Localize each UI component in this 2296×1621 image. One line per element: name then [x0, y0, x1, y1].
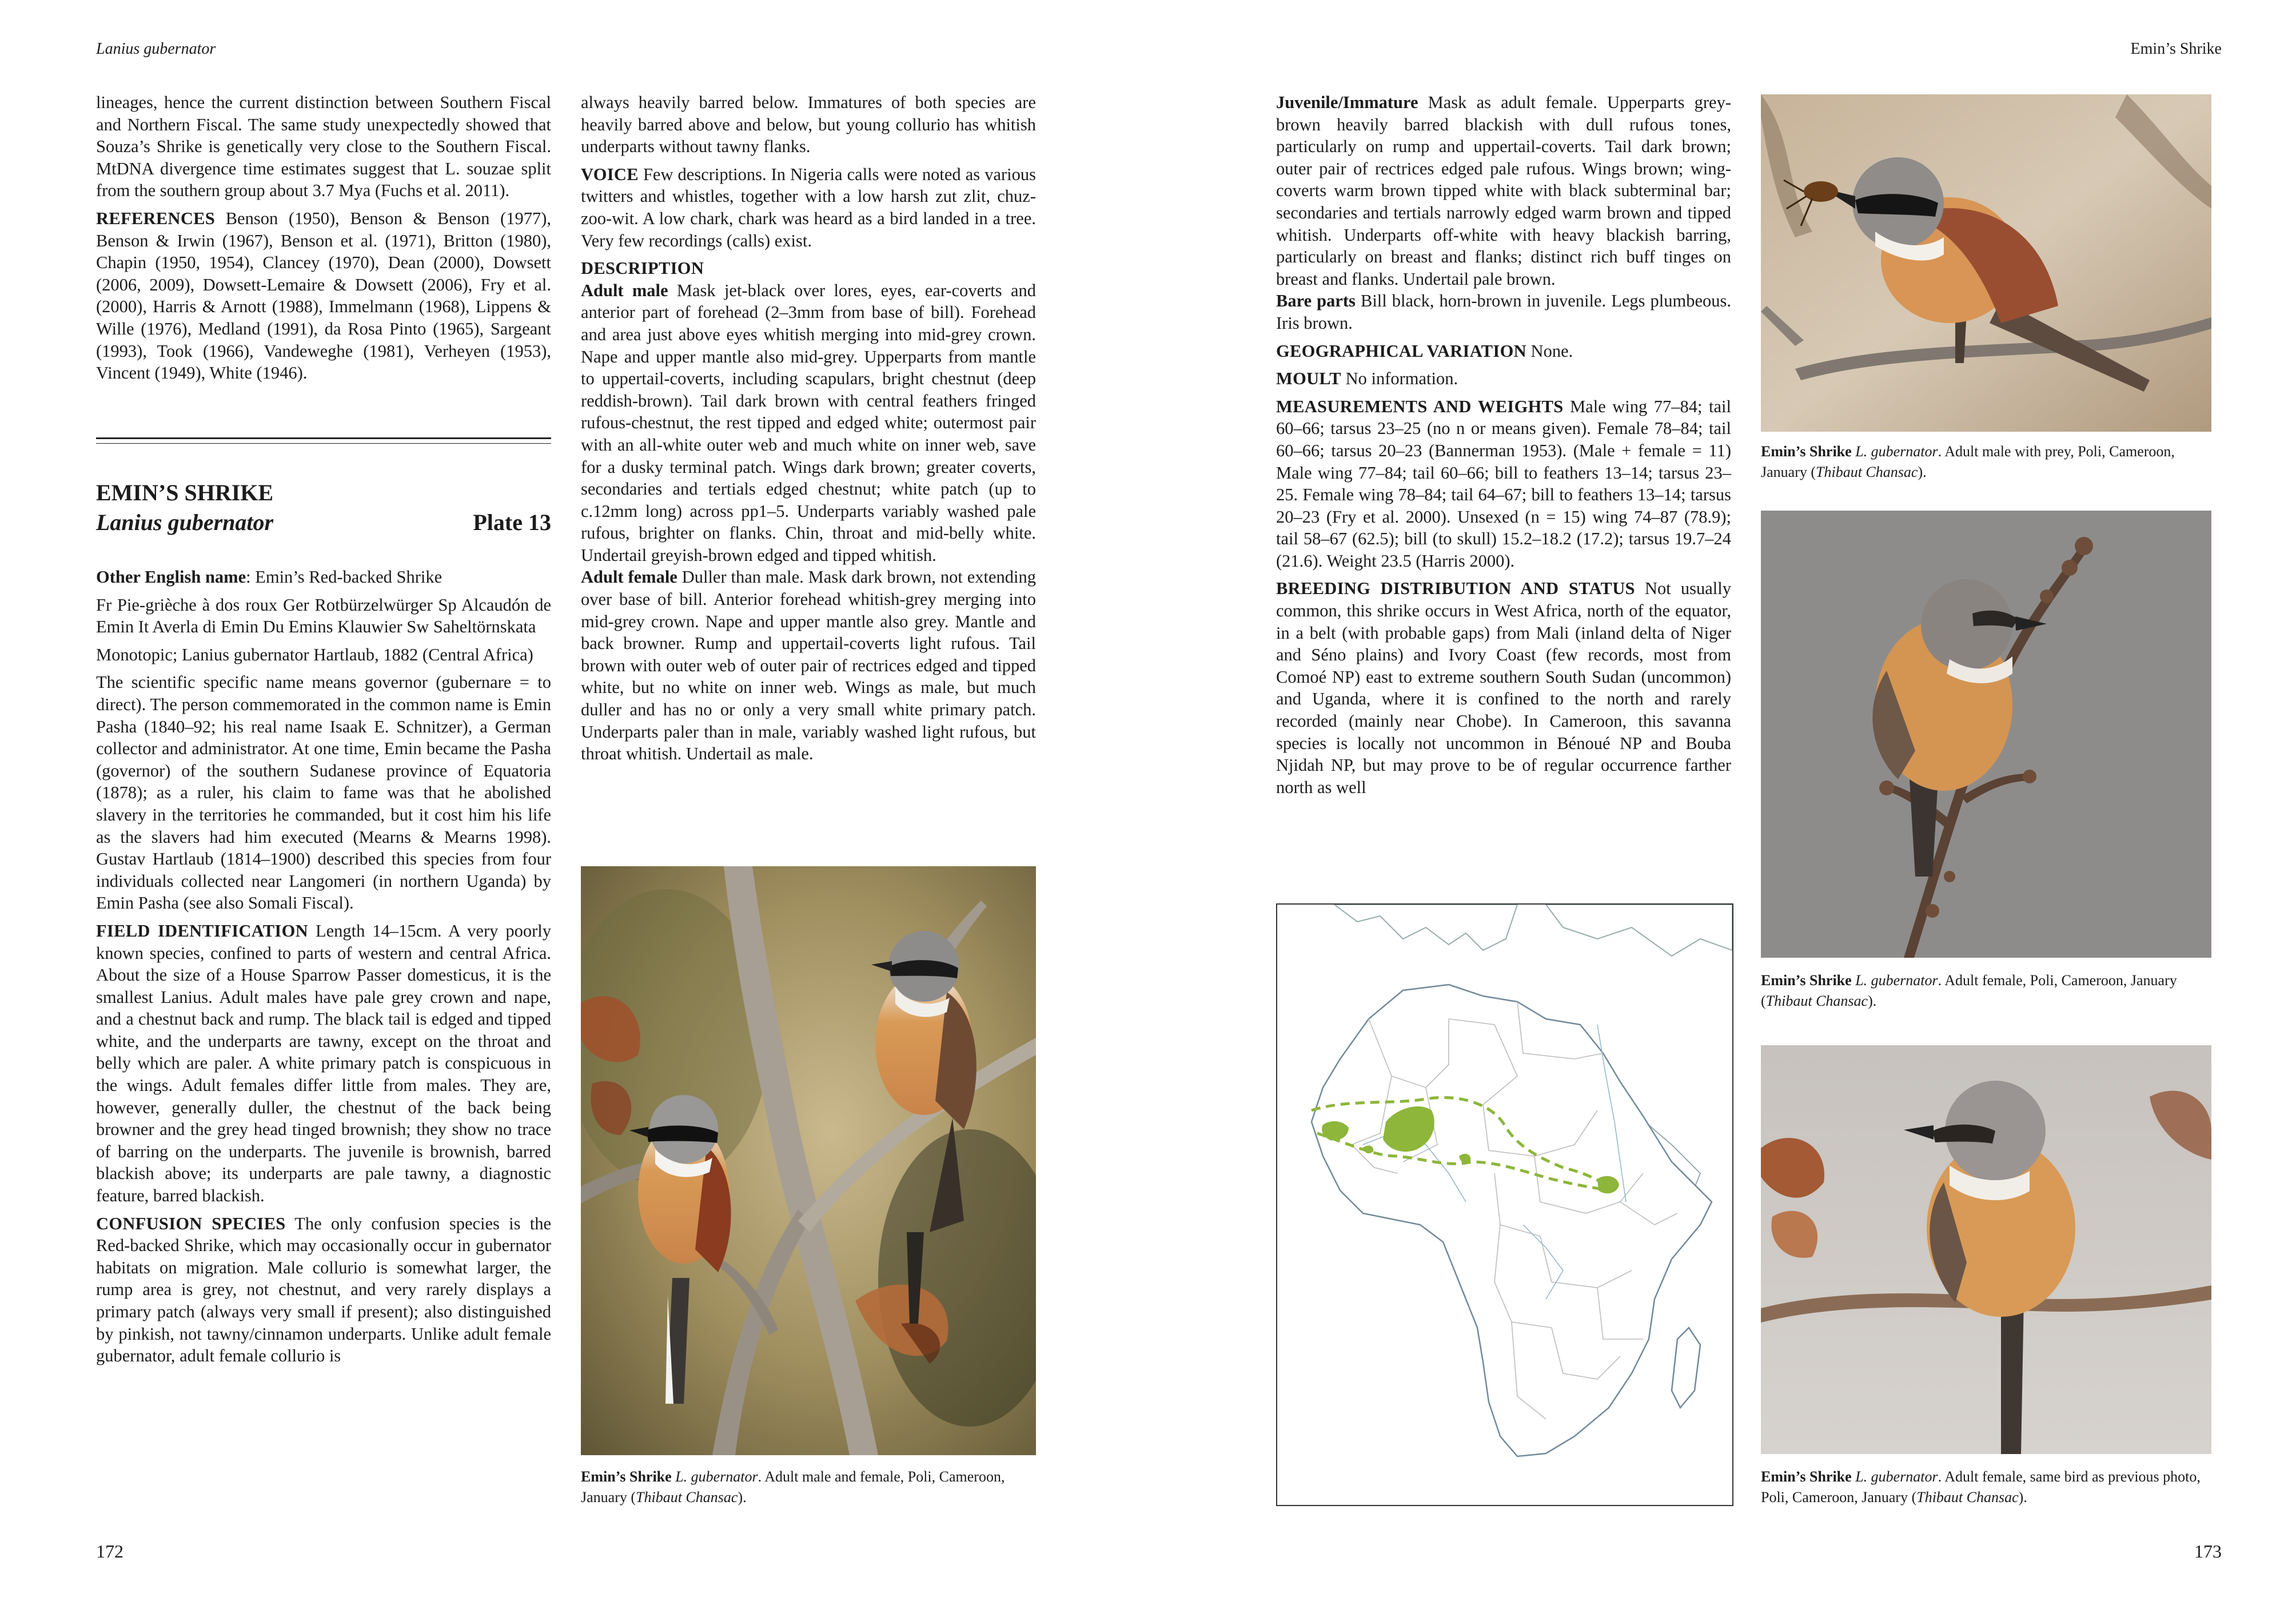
foreign-names: Fr Pie-grièche à dos roux Ger Rotbürzelwürger Sp Alcaudón de Emin It Averla di Emin Du Emins Klauwier Sw Saheltörnskata — [96, 595, 551, 637]
caption-female-italic: L. gubernator — [1851, 972, 1938, 989]
etymology-paragraph: The scientific specific name means governor (gubernare = to direct). The person commemorated in the common name is Emin Pasha (1840–92; his real name Isaak E. Schnitzer), a German collector and administrator. At one time, Emin became the Pasha (governor) of the southern Sudanese province of Equatoria (1878); as a ruler, his claim to fame was that he abolished slavery in the territories he commanded, but it cost him his life as the slavers had him executed (Mearns & Mearns 1998). Gustav Hartlaub (1814–1900) described this species from four individuals collected near Langomeri (in northern Uganda) by Emin Pasha (see also Somali Fiscal). — [96, 672, 551, 913]
geographical-variation-heading: GEOGRAPHICAL VARIATION — [1276, 341, 1526, 361]
caption-same-bold: Emin’s Shrike — [1761, 1468, 1852, 1485]
column-1-species — [96, 566, 551, 1373]
bare-parts-paragraph — [1276, 290, 1731, 334]
plate-reference: Plate 13 — [473, 509, 551, 535]
juvenile-paragraph — [1276, 91, 1731, 290]
field-identification-paragraph — [96, 920, 551, 1207]
voice-heading: VOICE — [581, 164, 639, 184]
moult-paragraph — [1276, 368, 1731, 390]
description-heading-line — [581, 257, 1036, 280]
range-map-svg — [1277, 905, 1732, 1505]
moult-heading: MOULT — [1276, 369, 1341, 389]
page-number-right: 173 — [2194, 1541, 2222, 1562]
adult-male-text: Mask jet-black over lores, eyes, ear-coverts and anterior part of forehead (2–3mm from base of bill). Forehead and area just above eyes whitish merging into mid-grey crown. Nape and upper mantle also mid-grey. Upperparts from mantle to uppertail-coverts, including scapulars, bright chestnut (deep reddish-brown). Tail dark brown with central feathers fringed rufous-chestnut, the rest tipped and edged white; outermost pair with an all-white outer web and much white on inner web, save for a dusky terminal patch. Wings dark brown; greater coverts, secondaries and tertials edged chestnut; white patch (up to c.12mm long) across pp1–5. Underparts variably washed pale rufous, brighter on flanks. Chin, throat and mid-belly white. Undertail greyish-brown edged and tipped whitish. — [581, 280, 1036, 565]
adult-male-heading: Adult male — [581, 280, 668, 300]
references-paragraph — [96, 208, 551, 384]
field-identification-text: Length 14–15cm. A very poorly known species, confined to parts of western and central Africa. About the size of a House Sparrow Passer domesticus, it is the smallest Lanius. Adult males have pale grey crown and nape, and a chestnut back and rump. The black tail is edged and tipped white, and the underparts are tawny, except on the throat and belly which are paler. A white primary patch is conspicuous in the wings. Adult females differ little from males. They are, however, generally duller, the chestnut of the back being browner and the grey head tinged brownish; they show no trace of barring on the underparts. The juvenile is brownish, barred blackish above; its underparts are pale tawny, a diagnostic feature, barred blackish. — [96, 921, 551, 1206]
juvenile-heading: Juvenile/Immature — [1276, 93, 1418, 112]
taxonomy-note: Monotopic; Lanius gubernator Hartlaub, 1882 (Central Africa) — [96, 644, 533, 664]
photo-male-with-prey — [1761, 94, 2211, 432]
photo-female-branch-image — [1761, 1045, 2211, 1454]
species-latin-name: Lanius gubernator — [96, 509, 274, 535]
caption-pair-text: . Adult male and female, Poli, Cameroon, January ( — [581, 1468, 1005, 1506]
voice-text: Few descriptions. In Nigeria calls were noted as various twitters and whistles, together with a low harsh zut zlit, chuz-zoo-wit. A low chark, chark was heard as a bird landed in a tree. Very few recordings (calls) exist. — [581, 164, 1036, 250]
left-running-head: Lanius gubernator — [96, 40, 216, 58]
other-english-name — [96, 566, 551, 588]
caption-same-credit: Thibaut Chansac — [1916, 1489, 2019, 1506]
caption-male-text: . Adult male with prey, Poli, Cameroon, January ( — [1761, 443, 2175, 480]
photo-caption-female-same — [1761, 1467, 2211, 1508]
species-title-row — [96, 509, 551, 537]
caption-pair-end: ). — [738, 1489, 747, 1506]
caption-female-end: ). — [1868, 993, 1877, 1009]
page-number-left: 172 — [96, 1541, 123, 1562]
measurements-heading: MEASUREMENTS AND WEIGHTS — [1276, 396, 1564, 416]
bare-parts-text: Bill black, horn-brown in juvenile. Legs plumbeous. Iris brown. — [1276, 291, 1731, 333]
geographical-variation-text: None. — [1526, 341, 1573, 361]
bare-parts-heading: Bare parts — [1276, 291, 1356, 311]
breeding-paragraph — [1276, 577, 1731, 798]
section-rule-thin — [96, 443, 551, 444]
column-1 — [96, 91, 551, 390]
confusion-species-heading: CONFUSION SPECIES — [96, 1213, 286, 1233]
confusion-species-paragraph — [96, 1213, 551, 1367]
photo-shrikes-pair — [581, 866, 1036, 1455]
caption-pair-credit: Thibaut Chansac — [636, 1489, 738, 1506]
photo-female-branch — [1761, 1045, 2211, 1454]
measurements-text: Male wing 77–84; tail 60–66; tarsus 23–25 (no n or means given). Female 78–84; tail 60–66; tarsus 20–23 (Bannerman 1953). (Male + female = 11) Male wing 77–84; tail 60–66; bill to feathers 13–14; tarsus 23–25. Female wing 78–84; tail 64–67; bill to feathers 13–14; tarsus 20–23 (Fry et al. 2000). Unsexed (n = 15) wing 74–87 (78.9); tail 58–67 (62.5); bill (to skull) 15.2–18.2 (17.2); tarsus 19.7–24 (21.6). Weight 23.5 (Harris 2000). — [1276, 396, 1731, 571]
juvenile-text: Mask as adult female. Upperparts grey-brown heavily barred blackish with dull rufous tones, particularly on rump and uppertail-coverts. Tail dark brown; outer pair of rectrices edged pale rufous. Wings brown; wing-coverts warm brown tipped white with black subterminal bar; secondaries and tertials narrowly edged warm brown and tipped whitish. Underparts off-white with heavy blackish barring, particularly on breast and flanks; distinct rich buff tinges on breast and flanks. Undertail pale brown. — [1276, 93, 1731, 289]
photo-female-perched — [1761, 511, 2211, 958]
column-3 — [1276, 91, 1731, 804]
other-english-heading: Other English name — [96, 567, 246, 587]
caption-pair-bold: Emin’s Shrike — [581, 1468, 672, 1485]
caption-same-text: . Adult female, same bird as previous photo, Poli, Cameroon, January ( — [1761, 1468, 2201, 1506]
caption-male-end: ). — [1918, 464, 1927, 480]
geographical-variation-paragraph — [1276, 340, 1731, 363]
field-identification-heading: FIELD IDENTIFICATION — [96, 921, 308, 941]
caption-same-end: ). — [2018, 1489, 2027, 1506]
description-heading: DESCRIPTION — [581, 258, 704, 278]
voice-paragraph — [581, 164, 1036, 252]
adult-female-heading: Adult female — [581, 567, 677, 587]
adult-female-paragraph — [581, 566, 1036, 764]
caption-female-credit: Thibaut Chansac — [1765, 993, 1868, 1009]
caption-same-italic: L. gubernator — [1851, 1468, 1938, 1485]
caption-male-bold: Emin’s Shrike — [1761, 443, 1852, 460]
paragraph-lineages: lineages, hence the current distinction between Southern Fiscal and Northern Fiscal. The same study unexpectedly showed that Souza’s Shrike is genetically very close to the Southern Fiscal. MtDNA divergence time estimates suggest that L. souzae split from the southern group about 3.7 Mya (Fuchs et al. 2011). — [96, 93, 551, 201]
photo-shrikes-pair-image — [581, 866, 1036, 1455]
photo-caption-female — [1761, 970, 2211, 1011]
adult-male-paragraph — [581, 280, 1036, 567]
right-running-head: Emin’s Shrike — [2130, 40, 2222, 58]
photo-female-perched-image — [1761, 511, 2211, 958]
species-common-name: EMIN’S SHRIKE — [96, 480, 274, 505]
adult-female-text: Duller than male. Mask dark brown, not extending over base of bill. Anterior forehead whitish-grey merging into mid-grey crown. Nape and upper mantle also grey. Mantle and back browner. Rump and uppertail-coverts light rufous. Tail brown with outer web of outer pair of rectrices edged and tipped white, but no white on inner web. Wings as male, but much duller and has no or only a very small white primary patch. Underparts paler than in male, variably washed light rufous, but throat whitish. Undertail as male. — [581, 567, 1036, 764]
breeding-heading: BREEDING DISTRIBUTION AND STATUS — [1276, 579, 1635, 599]
range-map — [1276, 903, 1733, 1506]
caption-female-text: . Adult female, Poli, Cameroon, January ( — [1761, 972, 2177, 1009]
moult-text: No information. — [1341, 369, 1458, 389]
confusion-species-text: The only confusion species is the Red-backed Shrike, which may occasionally occur in gubernator habitats on migration. Male collurio is somewhat larger, the rump area is grey, not chestnut, and very rarely displays a primary patch (always very small if present); also distinguished by pinkish, not tawny/cinnamon underparts. Unlike adult female gubernator, adult female collurio is — [96, 1213, 551, 1366]
paragraph-barred: always heavily barred below. Immatures of both species are heavily barred above and below, but young collurio has whitish underparts without tawny flanks. — [581, 93, 1036, 157]
photo-caption-pair — [581, 1467, 1036, 1508]
photo-caption-male — [1761, 441, 2211, 483]
caption-female-bold: Emin’s Shrike — [1761, 972, 1852, 989]
measurements-paragraph — [1276, 396, 1731, 572]
caption-pair-italic: L. gubernator — [671, 1468, 758, 1485]
column-2 — [581, 91, 1036, 771]
caption-male-italic: L. gubernator — [1851, 443, 1938, 460]
other-english-text: : Emin’s Red-backed Shrike — [246, 567, 443, 587]
references-text: Benson (1950), Benson & Benson (1977), Benson & Irwin (1967), Benson et al. (1971), Britton (1980), Chapin (1950, 1954), Clancey (1970), Dean (2000), Dowsett (2006, 2009), Dowsett-Lemaire & Dowsett (2006), Fry et al. (2000), Harris & Arnott (1988), Immelmann (1968), Lippens & Wille (1976), Medland (1991), da Rosa Pinto (1965), Sargeant (1993), Took (1966), Vandeweghe (1981), Verheyen (1953), Vincent (1949), White (1946). — [96, 208, 551, 383]
section-rule-thick — [96, 437, 551, 439]
breeding-text: Not usually common, this shrike occurs in West Africa, north of the equator, in a belt (with probable gaps) from Mali (inland delta of Niger and Séno plains) and Ivory Coast (few records, most from Comoé NP) east to extreme southern South Sudan (uncommon) and Uganda, where it is confined to the north and rarely recorded (mainly near Chobe). In Cameroon, this savanna species is locally not uncommon in Bénoué NP and Bouba Njidah NP, but may prove to be of regular occurrence farther north as well — [1276, 579, 1732, 797]
photo-male-with-prey-image — [1761, 94, 2211, 432]
references-heading: REFERENCES — [96, 208, 216, 228]
caption-male-credit: Thibaut Chansac — [1816, 464, 1918, 480]
